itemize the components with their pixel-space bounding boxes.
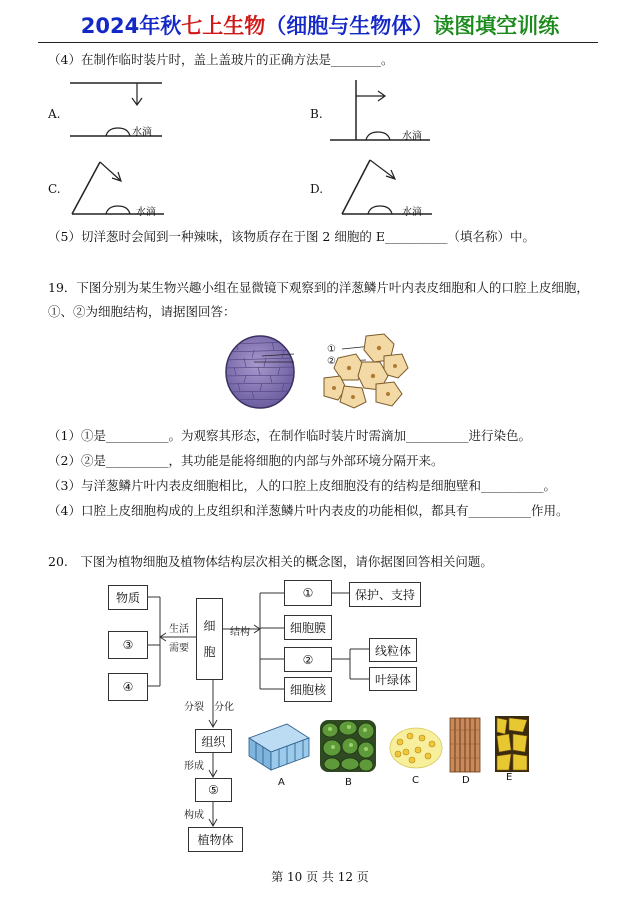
box-zuzhi: 组织 [195, 729, 232, 753]
option-a-diagram [70, 78, 170, 140]
label-shenghuo: 生活 [169, 624, 189, 635]
option-d-diagram [332, 156, 442, 218]
tissue-e-image [493, 714, 531, 774]
tissue-label-a: A [278, 777, 285, 788]
box-yelvti: 叶绿体 [369, 667, 417, 691]
tissue-label-c: C [412, 775, 419, 786]
onion-epidermis-cells-image [224, 334, 296, 410]
label-fenhua: 分化 [214, 702, 234, 713]
label-xingcheng: 形成 [184, 761, 204, 772]
box-2: ② [284, 647, 332, 672]
box-xibaohe: 细胞核 [284, 677, 332, 702]
q19-question2: （2）②是__________，其功能是能将细胞的内部与外部环境分隔开来。 [48, 453, 444, 468]
label-structure-1: ① [327, 344, 336, 355]
label-structure-2: ② [327, 356, 336, 367]
cheek-epithelial-cells-image [318, 332, 410, 410]
box-1: ① [284, 580, 332, 606]
option-b-water-label: 水滴 [402, 131, 422, 142]
q19-intro-line1: 19．下图分别为某生物兴趣小组在显微镜下观察到的洋葱鳞片叶内表皮细胞和人的口腔上皮细胞， [48, 280, 589, 295]
option-a-label: A. [48, 107, 61, 121]
box-3: ③ [108, 631, 148, 659]
tissue-d-image [448, 716, 482, 774]
box-4: ④ [108, 673, 148, 701]
option-a-water-label: 水滴 [132, 127, 152, 138]
label-fenlie: 分裂 [184, 702, 204, 713]
q19-question1: （1）①是__________。为观察其形态，在制作临时装片时需滴加__________进行染色。 [48, 428, 531, 443]
option-c-diagram [66, 156, 172, 218]
page-number: 第 10 页 共 12 页 [271, 870, 369, 884]
option-c-label: C. [48, 182, 61, 196]
label-xuyao: 需要 [169, 643, 189, 654]
tissue-b-image [318, 718, 378, 774]
tissue-label-d: D [462, 775, 470, 786]
box-5: ⑤ [195, 778, 232, 802]
tissue-c-image [388, 726, 444, 770]
box-baohu-zhichi: 保护、支持 [349, 582, 421, 607]
header-rule [38, 42, 598, 43]
q19-intro-line2: ①、②为细胞结构，请据图回答： [48, 304, 236, 319]
tissue-label-b: B [345, 777, 352, 788]
page-title: 2024年秋七上生物（细胞与生物体）读图填空训练 [80, 14, 560, 38]
option-c-water-label: 水滴 [136, 207, 156, 218]
option-d-label: D. [310, 182, 324, 196]
q19-question4: （4）口腔上皮细胞构成的上皮组织和洋葱鳞片叶内表皮的功能相似，都具有__________作用。 [48, 503, 569, 518]
label-jiegou: 结构 [230, 627, 250, 638]
label-goucheng: 构成 [184, 810, 204, 821]
q18-part4-text: （4）在制作临时装片时，盖上盖玻片的正确方法是________。 [48, 52, 394, 67]
option-d-water-label: 水滴 [402, 207, 422, 218]
box-xibaomo: 细胞膜 [284, 615, 332, 640]
box-wuzhi: 物质 [108, 585, 148, 610]
tissue-label-e: E [506, 772, 513, 783]
cell-char-2: 胞 [203, 645, 216, 659]
q19-question3: （3）与洋葱鳞片叶内表皮细胞相比，人的口腔上皮细胞没有的结构是细胞壁和__________。 [48, 478, 556, 493]
option-b-diagram [330, 76, 440, 144]
q20-intro: 20. 下图为植物细胞及植物体结构层次相关的概念图，请你据图回答相关问题。 [48, 554, 493, 569]
option-b-label: B. [310, 107, 323, 121]
tissue-a-image [243, 720, 313, 772]
box-zhiwuti: 植物体 [188, 827, 243, 852]
cell-char-1: 细 [203, 619, 216, 633]
box-xianliti: 线粒体 [369, 638, 417, 662]
q18-part5-text: （5）切洋葱时会闻到一种辣味，该物质存在于图 2 细胞的 E__________（填名称）中。 [48, 229, 535, 244]
